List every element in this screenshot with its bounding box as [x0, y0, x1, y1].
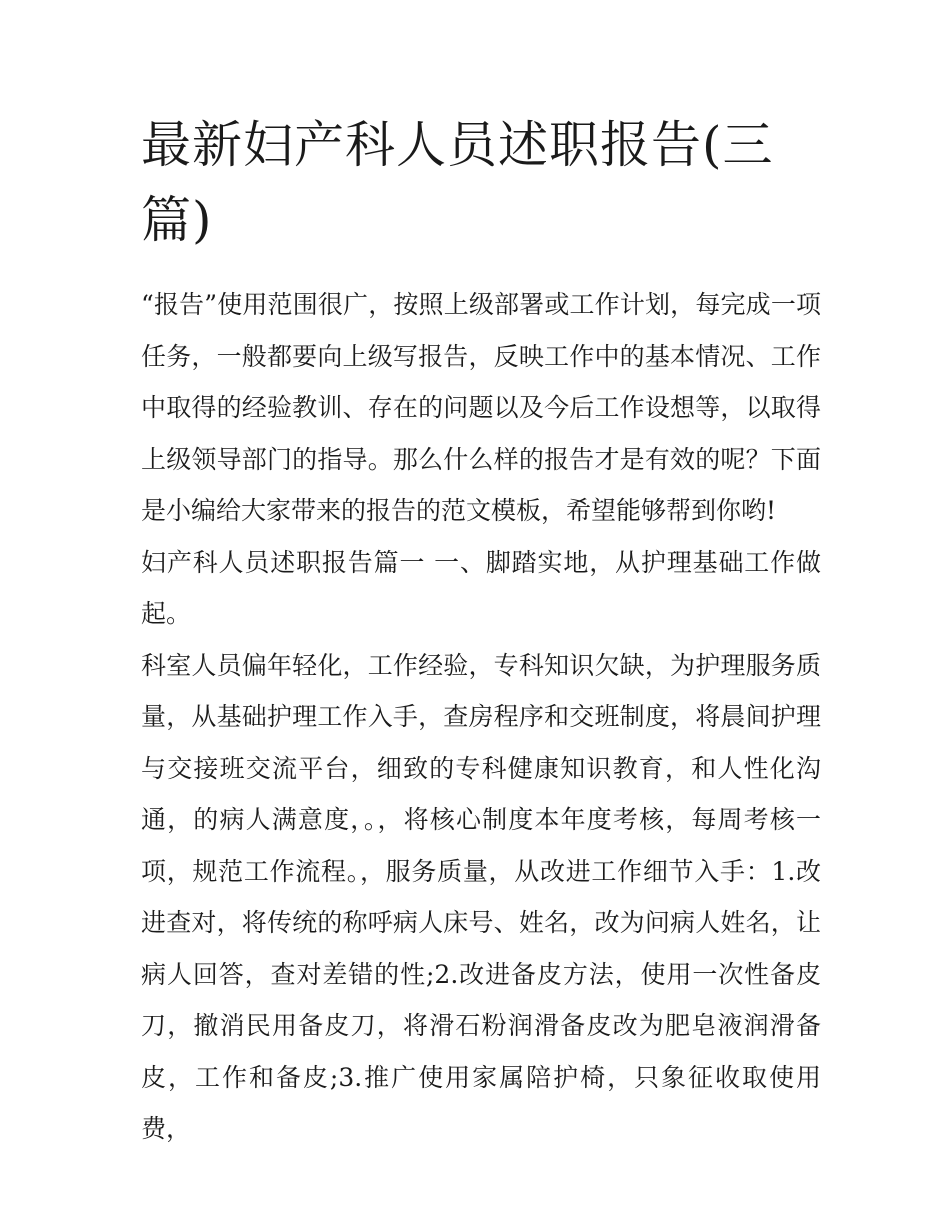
intro-paragraph: “报告”使用范围很广，按照上级部署或工作计划，每完成一项任务，一般都要向上级写报告，反映工作中的基本情况、工作中取得的经验教训、存在的问题以及今后工作设想等，以取得上级领导部门的指导。那么什么样的报告才是有效的呢？下面是小编给大家带来的报告的范文模板，希望能够帮到你哟!: [141, 290, 821, 525]
document-title: 最新妇产科人员述职报告(三篇): [141, 116, 774, 249]
document-body: [141, 279, 821, 1155]
section-heading-paragraph: 妇产科人员述职报告篇一 一、脚踏实地，从护理基础工作做起。: [141, 547, 821, 628]
document-page: [141, 108, 821, 1155]
body-paragraph: 科室人员偏年轻化，工作经验，专科知识欠缺，为护理服务质量，从基础护理工作入手，查房程序和交班制度，将晨间护理与交接班交流平台，细致的专科健康知识教育，和人性化沟通，的病人满意度，。，将核心制度本年度考核，每周考核一项，规范工作流程。，服务质量，从改进工作细节入手：1.改进查对，将传统的称呼病人床号、姓名，改为问病人姓名，让病人回答，查对差错的性;2.改进备皮方法，使用一次性备皮刀，撤消民用备皮刀，将滑石粉润滑备皮改为肥皂液润滑备皮，工作和备皮;3.推广使用家属陪护椅，只象征收取使用费，: [141, 650, 821, 1143]
